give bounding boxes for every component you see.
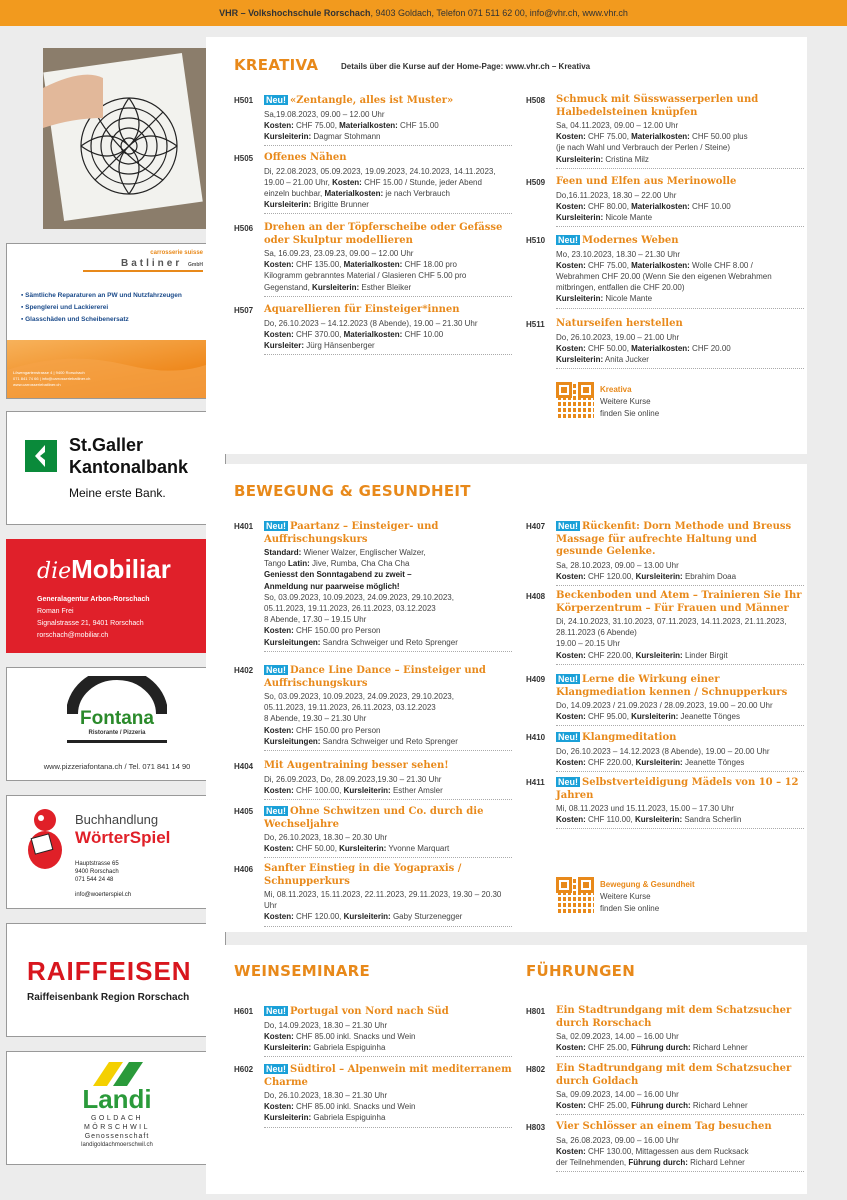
sgkb-slogan: Meine erste Bank. <box>69 486 166 500</box>
course-h507[interactable] <box>234 304 512 355</box>
course-detail: Kosten: CHF 50.00, Materialkosten: CHF 20.00 <box>556 343 731 353</box>
course-detail: Sa, 28.10.2023, 09.00 – 13.00 Uhr <box>556 560 679 570</box>
batliner-services <box>21 290 182 326</box>
course-detail: So, 03.09.2023, 10.09.2023, 24.09.2023, 29.10.2023, <box>264 592 454 602</box>
course-detail: Kursleitungen: Sandra Schweiger und Reto Sprenger <box>264 736 458 746</box>
landi-name: Landi <box>82 1084 152 1114</box>
course-code: H408 <box>526 592 546 601</box>
course-code: H409 <box>526 675 546 684</box>
course-detail: 8 Abende, 19.30 – 21.30 Uhr <box>264 714 367 724</box>
course-code: H402 <box>234 666 254 675</box>
woerterspiel-l1: Buchhandlung <box>75 812 159 827</box>
course-title: Neu! Dance Line Dance – Einsteiger und Auffrischungskurs <box>264 665 486 689</box>
batliner-name: Batliner <box>120 258 183 269</box>
mobiliar-person: Roman Frei <box>37 608 74 615</box>
course-detail: Kosten: CHF 95.00, Kursleiterin: Jeanette Tönges <box>556 712 740 722</box>
course-detail: Anmeldung nur paarweise möglich! <box>264 581 400 591</box>
ad-mobiliar[interactable] <box>6 539 226 653</box>
course-h510[interactable] <box>526 234 804 309</box>
batliner-tagline: carrosserie suisse <box>150 250 203 256</box>
qr-kreativa-text <box>600 384 659 420</box>
course-detail: Do, 14.09.2023, 18.30 – 21.30 Uhr <box>264 1020 388 1030</box>
zentangle-drawing <box>43 48 206 229</box>
new-badge: Neu! <box>558 235 578 245</box>
course-title: Neu! Modernes Weben <box>558 235 679 246</box>
course-h402[interactable] <box>234 664 512 751</box>
ad-woerterspiel[interactable] <box>6 795 226 909</box>
qr-line: Weitere Kurse <box>600 892 651 901</box>
course-detail: Kosten: CHF 75.00, Materialkosten: CHF 50.00 plus <box>556 132 748 142</box>
course-detail: Di, 24.10.2023, 31.10.2023, 07.11.2023, 14.11.2023, 21.11.2023, <box>556 617 787 626</box>
course-detail: einzeln buchbar, Materialkosten: je nach Verbrauch <box>264 188 450 198</box>
course-detail: Mi, 08.11.2023 und 15.11.2023, 15.00 – 17.30 Uhr <box>556 804 735 813</box>
new-badge: Neu! <box>558 732 578 742</box>
course-detail: Sa,19.08.2023, 09.00 – 12.00 Uhr <box>264 109 385 119</box>
course-h511[interactable] <box>526 318 804 369</box>
course-title: Naturseifen herstellen <box>556 318 683 329</box>
course-detail: Kursleiterin: Brigitte Brunner <box>264 200 369 210</box>
new-badge: Neu! <box>558 777 578 787</box>
new-badge: Neu! <box>266 665 286 675</box>
course-h409[interactable] <box>526 673 804 726</box>
header-bar <box>0 0 847 26</box>
course-detail: Mo, 23.10.2023, 18.30 – 21.30 Uhr <box>556 249 681 259</box>
course-detail: mitbringen, entfallen die CHF 20.00) <box>556 283 685 293</box>
course-detail: 05.11.2023, 19.11.2023, 26.11.2023, 03.12.2023 <box>264 703 436 713</box>
sgkb-logo-icon <box>25 440 57 472</box>
kreativa-subtitle: Details über die Kurse auf der Home-Page: www.vhr.ch – Kreativa <box>341 62 591 71</box>
course-code: H505 <box>234 154 254 163</box>
new-badge: Neu! <box>266 95 286 105</box>
ad-batliner[interactable] <box>6 243 226 399</box>
course-title: Offenes Nähen <box>264 152 347 163</box>
course-detail: Kosten: CHF 135.00, Materialkosten: CHF 18.00 pro <box>264 260 457 270</box>
header-org: VHR – Volkshochschule Rorschach <box>219 8 371 18</box>
course-code: H801 <box>526 1007 546 1016</box>
zentangle-photo <box>43 48 206 229</box>
new-badge: Neu! <box>266 1064 286 1074</box>
course-detail: Sa, 04.11.2023, 09.00 – 12.00 Uhr <box>556 121 679 130</box>
qr-heading: Kreativa <box>600 385 632 394</box>
course-detail: Kosten: CHF 120.00, Kursleiterin: Gaby Sturzenegger <box>264 912 463 922</box>
mobiliar-email: rorschach@mobiliar.ch <box>37 632 109 639</box>
course-code: H508 <box>526 96 546 105</box>
course-title: Neu! Lerne die Wirkung einer Klangmediation kennen / Schnupperkurs <box>556 674 788 698</box>
course-code: H406 <box>234 865 254 874</box>
course-detail: Do, 26.10.2023 – 14.12.2023 (8 Abende), 19.00 – 20.00 Uhr <box>556 746 770 756</box>
course-detail: Kursleitungen: Sandra Schweiger und Reto Sprenger <box>264 637 458 647</box>
course-h407[interactable] <box>526 520 804 586</box>
course-detail: Kosten: CHF 80.00, Materialkosten: CHF 10.00 <box>556 201 731 211</box>
course-detail: Kursleiterin: Dagmar Stohmann <box>264 131 381 141</box>
section-title-wein: WEINSEMINARE <box>234 962 371 980</box>
course-detail: Kosten: CHF 220.00, Kursleiterin: Linder Birgit <box>556 650 728 660</box>
course-detail: Sa, 02.09.2023, 14.00 – 16.00 Uhr <box>556 1032 679 1041</box>
qr-code-icon[interactable] <box>556 877 594 915</box>
course-title: Neu! «Zentangle, alles ist Muster» <box>266 95 454 106</box>
course-h508[interactable] <box>526 94 804 169</box>
woerterspiel-street: Hauptstrasse 65 <box>75 861 119 867</box>
course-title: Drehen an der Töpferscheibe oder Gefässe oder Skulptur modellieren <box>264 222 503 246</box>
fontana-name: Fontana <box>80 708 154 729</box>
course-code: H802 <box>526 1065 546 1074</box>
course-code: H407 <box>526 522 546 531</box>
course-detail: Kosten: CHF 85.00 inkl. Snacks und Wein <box>264 1102 416 1112</box>
course-detail: Kosten: CHF 25.00, Führung durch: Richard Lehner <box>556 1101 748 1111</box>
ad-raiffeisen[interactable] <box>6 923 226 1037</box>
course-title: Neu! Rückenfit: Dorn Methode und Breuss Massage für aufrechte Haltung und gesunde Gelenke. <box>556 521 792 557</box>
course-detail: Kilogramm gebranntes Material / Glasieren CHF 5.00 pro <box>264 271 467 281</box>
section-title-fuehrungen: FÜHRUNGEN <box>526 962 636 980</box>
course-title: Beckenboden und Atem – Trainieren Sie Ihr Körperzentrum – Für Frauen und Männer <box>556 590 802 614</box>
course-h601[interactable] <box>234 1005 512 1057</box>
ad-landi[interactable] <box>6 1051 226 1165</box>
course-code: H410 <box>526 733 546 742</box>
course-title: Aquarellieren für Einsteiger*innen <box>264 304 460 315</box>
course-detail: der Teilnehmenden, Führung durch: Richard Lehner <box>556 1157 745 1167</box>
new-badge: Neu! <box>266 1006 286 1016</box>
course-h506[interactable] <box>234 222 512 297</box>
course-detail: Kursleiter: Jürg Hänsenberger <box>264 340 375 350</box>
course-detail: 19.00 – 20.15 Uhr <box>556 639 621 649</box>
section-title-bewegung: BEWEGUNG & GESUNDHEIT <box>234 482 471 500</box>
course-detail: So, 03.09.2023, 10.09.2023, 24.09.2023, 29.10.2023, <box>264 692 454 701</box>
course-h602[interactable] <box>234 1063 512 1128</box>
sgkb-name-2: Kantonalbank <box>69 457 189 477</box>
batliner-address: Löwengartenstrasse 4 | 9400 Rorschach <box>13 370 85 375</box>
course-title: Neu! Ohne Schwitzen und Co. durch die Wechseljahre <box>264 806 484 830</box>
course-title: Neu! Südtirol – Alpenwein mit mediterranem Charme <box>264 1064 512 1088</box>
course-detail: Sa, 09.09.2023, 14.00 – 16.00 Uhr <box>556 1090 679 1099</box>
qr-code-icon[interactable] <box>556 382 594 420</box>
course-detail: Kosten: CHF 220.00, Kursleiterin: Jeanette Tönges <box>556 757 745 767</box>
course-h401[interactable] <box>234 520 512 652</box>
qr-heading: Bewegung & Gesundheit <box>600 880 695 889</box>
course-detail: Kosten: CHF 50.00, Kursleiterin: Yvonne Marquart <box>264 844 450 854</box>
course-h410[interactable] <box>526 731 804 772</box>
course-detail: 28.11.2023 (6 Abende) <box>556 628 637 638</box>
course-detail: Sa, 16.09.23, 23.09.23, 09.00 – 12.00 Uhr <box>264 249 414 258</box>
course-detail: Do,16.11.2023, 18.30 – 22.00 Uhr <box>556 190 677 200</box>
course-detail: Kosten: CHF 75.00, Materialkosten: CHF 15.00 <box>264 120 439 130</box>
batliner-service: ▪ Sämtliche Reparaturen an PW und Nutzfahrzeugen <box>21 292 182 299</box>
course-detail: Geniesst den Sonntagabend zu zweit – <box>264 570 412 580</box>
woerterspiel-email: info@woerterspiel.ch <box>75 892 132 898</box>
course-detail: Kursleiterin: Gabriela Espiguinha <box>264 1113 386 1123</box>
course-detail: Do, 26.10.2023, 18.30 – 21.30 Uhr <box>264 1091 388 1100</box>
course-detail: Kosten: CHF 110.00, Kursleiterin: Sandra Scherlin <box>556 815 742 825</box>
course-code: H602 <box>234 1065 254 1074</box>
course-detail: 19.00 – 21.00 Uhr, Kosten: CHF 15.00 / Stunde, jeder Abend <box>264 177 482 187</box>
course-h801[interactable] <box>526 1005 804 1057</box>
course-detail: Do, 14.09.2023 / 21.09.2023 / 28.09.2023, 19.00 – 20.00 Uhr <box>556 701 773 710</box>
course-detail: Kosten: CHF 150.00 pro Person <box>264 626 381 636</box>
course-detail: Kursleiterin: Nicole Mante <box>556 294 653 304</box>
ad-fontana[interactable] <box>6 667 226 781</box>
course-detail: Kosten: CHF 75.00, Materialkosten: Wolle CHF 8.00 / <box>556 260 753 270</box>
course-title: Vier Schlösser an einem Tag besuchen <box>556 1121 772 1132</box>
new-badge: Neu! <box>558 521 578 531</box>
course-detail: Gegenstand, Kursleiterin: Esther Bleiker <box>264 282 412 292</box>
course-h408[interactable] <box>526 590 804 665</box>
course-detail: Kursleiterin: Anita Jucker <box>556 354 649 364</box>
woerterspiel-phone: 071 544 24 48 <box>75 877 114 883</box>
course-title: Neu! Selbstverteidigung Mädels von 10 – 12 Jahren <box>556 777 799 801</box>
course-detail: 8 Abende, 17.30 – 19.15 Uhr <box>264 615 367 625</box>
course-h411[interactable] <box>526 776 804 829</box>
course-detail: Webrahmen CHF 20.00 (Wenn Sie den eigenen Webrahmen <box>556 271 772 281</box>
course-detail: Kosten: CHF 120.00, Kursleiterin: Ebrahim Doaa <box>556 571 737 581</box>
course-detail: Sa, 26.08.2023, 09.00 – 16.00 Uhr <box>556 1135 679 1145</box>
course-detail: Do, 26.10.2023 – 14.12.2023 (8 Abende), 19.00 – 21.30 Uhr <box>264 318 478 328</box>
qr-bewegung-text <box>600 879 695 915</box>
raiffeisen-sub: Raiffeisenbank Region Rorschach <box>27 992 190 1003</box>
landi-l1: GOLDACH <box>90 1115 144 1122</box>
batliner-service: ▪ Glasschäden und Scheibenersatz <box>21 316 129 323</box>
qr-line: finden Sie online <box>600 904 660 913</box>
course-detail: Kosten: CHF 25.00, Führung durch: Richard Lehner <box>556 1043 748 1053</box>
landi-l4: landigoldachmoerschwil.ch <box>81 1142 153 1148</box>
course-code: H511 <box>526 320 545 329</box>
course-detail: Kursleiterin: Cristina Milz <box>556 154 649 164</box>
woerterspiel-logo-icon <box>25 808 65 870</box>
course-detail: Standard: Wiener Walzer, Englischer Walzer, <box>264 548 426 557</box>
course-detail: (je nach Wahl und Verbrauch der Perlen / Steine) <box>556 143 731 153</box>
course-detail: Kosten: CHF 85.00 inkl. Snacks und Wein <box>264 1031 416 1041</box>
landi-l2: MÖRSCHWIL <box>83 1124 151 1131</box>
course-detail: Kursleiterin: Nicole Mante <box>556 212 653 222</box>
course-code: H601 <box>234 1007 254 1016</box>
qr-line: Weitere Kurse <box>600 397 651 406</box>
course-detail: Kosten: CHF 370.00, Materialkosten: CHF 10.00 <box>264 329 444 339</box>
mobiliar-die: die <box>37 559 72 584</box>
course-h505[interactable] <box>234 152 512 214</box>
batliner-phone: 071 841 74 66 | info@carrosseriebatliner.ch <box>13 376 91 381</box>
batliner-web: www.carrosseriebatliner.ch <box>13 382 61 387</box>
course-title: Schmuck mit Süsswasserperlen und Halbedelsteinen knüpfen <box>556 94 759 118</box>
course-title: Ein Stadtrundgang mit dem Schatzsucher durch Goldach <box>556 1063 792 1087</box>
course-title: Sanfter Einstieg in die Yogapraxis / Schnupperkurs <box>264 863 462 887</box>
new-badge: Neu! <box>266 521 286 531</box>
mobiliar-agency: Generalagentur Arbon-Rorschach <box>37 596 150 603</box>
course-h405[interactable] <box>234 805 512 858</box>
course-title: Feen und Elfen aus Merinowolle <box>556 176 737 187</box>
woerterspiel-name: WörterSpiel <box>75 828 171 847</box>
qr-line: finden Sie online <box>600 409 660 418</box>
course-detail: Do, 26.10.2023, 19.00 – 21.00 Uhr <box>556 332 680 342</box>
course-h501[interactable] <box>234 94 512 146</box>
course-code: H401 <box>234 522 254 531</box>
sgkb-name-1: St.Galler <box>69 435 144 455</box>
course-h802[interactable] <box>526 1063 804 1115</box>
course-detail: Tango Latin: Jive, Rumba, Cha Cha Cha <box>264 559 410 569</box>
course-title: Ein Stadtrundgang mit dem Schatzsucher durch Rorschach <box>556 1005 792 1029</box>
new-badge: Neu! <box>266 806 286 816</box>
course-code: H501 <box>234 96 254 105</box>
course-code: H405 <box>234 807 254 816</box>
course-title: Neu! Portugal von Nord nach Süd <box>266 1006 449 1017</box>
course-title: Neu! Paartanz – Einsteiger- und Auffrischungskurs <box>264 521 439 545</box>
course-code: H411 <box>526 778 545 787</box>
raiffeisen-name: RAIFFEISEN <box>27 956 192 986</box>
ad-sgkb[interactable] <box>6 411 226 525</box>
course-detail: Mi, 08.11.2023, 15.11.2023, 22.11.2023, 29.11.2023, 19.30 – 20.30 Uhr <box>264 890 502 911</box>
fontana-footer: www.pizzeriafontana.ch / Tel. 071 841 14 90 <box>43 762 191 771</box>
header-contact: , 9403 Goldach, Telefon 071 511 62 00, info@vhr.ch, www.vhr.ch <box>370 8 628 18</box>
course-title: Neu! Klangmeditation <box>558 732 677 743</box>
mobiliar-address: Signalstrasse 21, 9401 Rorschach <box>37 620 144 627</box>
course-code: H510 <box>526 236 546 245</box>
course-detail: Kosten: CHF 100.00, Kursleiterin: Esther Amsler <box>264 785 443 795</box>
course-detail: Di, 26.09.2023, Do, 28.09.2023,19.30 – 21.30 Uhr <box>264 774 442 784</box>
course-code: H507 <box>234 306 254 315</box>
course-h803[interactable] <box>526 1121 804 1172</box>
course-code: H404 <box>234 762 254 771</box>
course-detail: Kosten: CHF 150.00 pro Person <box>264 725 381 735</box>
course-h509[interactable] <box>526 176 804 227</box>
course-h404[interactable] <box>234 760 512 800</box>
course-detail: Kosten: CHF 130.00, Mittagessen aus dem Rucksack <box>556 1146 749 1156</box>
course-code: H803 <box>526 1123 546 1132</box>
course-code: H509 <box>526 178 546 187</box>
landi-l3: Genossenschaft <box>84 1133 150 1140</box>
course-code: H506 <box>234 224 254 233</box>
course-detail: 05.11.2023, 19.11.2023, 26.11.2023, 03.12.2023 <box>264 604 436 614</box>
batliner-gmbh: GmbH <box>188 262 203 268</box>
course-h406[interactable] <box>234 863 512 927</box>
course-detail: Do, 26.10.2023, 18.30 – 20.30 Uhr <box>264 833 388 842</box>
fontana-sub: Ristorante / Pizzeria <box>88 730 146 736</box>
course-detail: Kursleiterin: Gabriela Espiguinha <box>264 1042 386 1052</box>
section-title-kreativa: KREATIVA <box>234 56 319 74</box>
batliner-service: ▪ Spenglerei und Lackiererei <box>21 304 109 311</box>
course-detail: Di, 22.08.2023, 05.09.2023, 19.09.2023, 24.10.2023, 14.11.2023, <box>264 166 496 176</box>
woerterspiel-city: 9400 Rorschach <box>75 869 119 875</box>
mobiliar-name: Mobiliar <box>71 554 171 584</box>
course-title: Mit Augentraining besser sehen! <box>264 760 449 771</box>
new-badge: Neu! <box>558 674 578 684</box>
